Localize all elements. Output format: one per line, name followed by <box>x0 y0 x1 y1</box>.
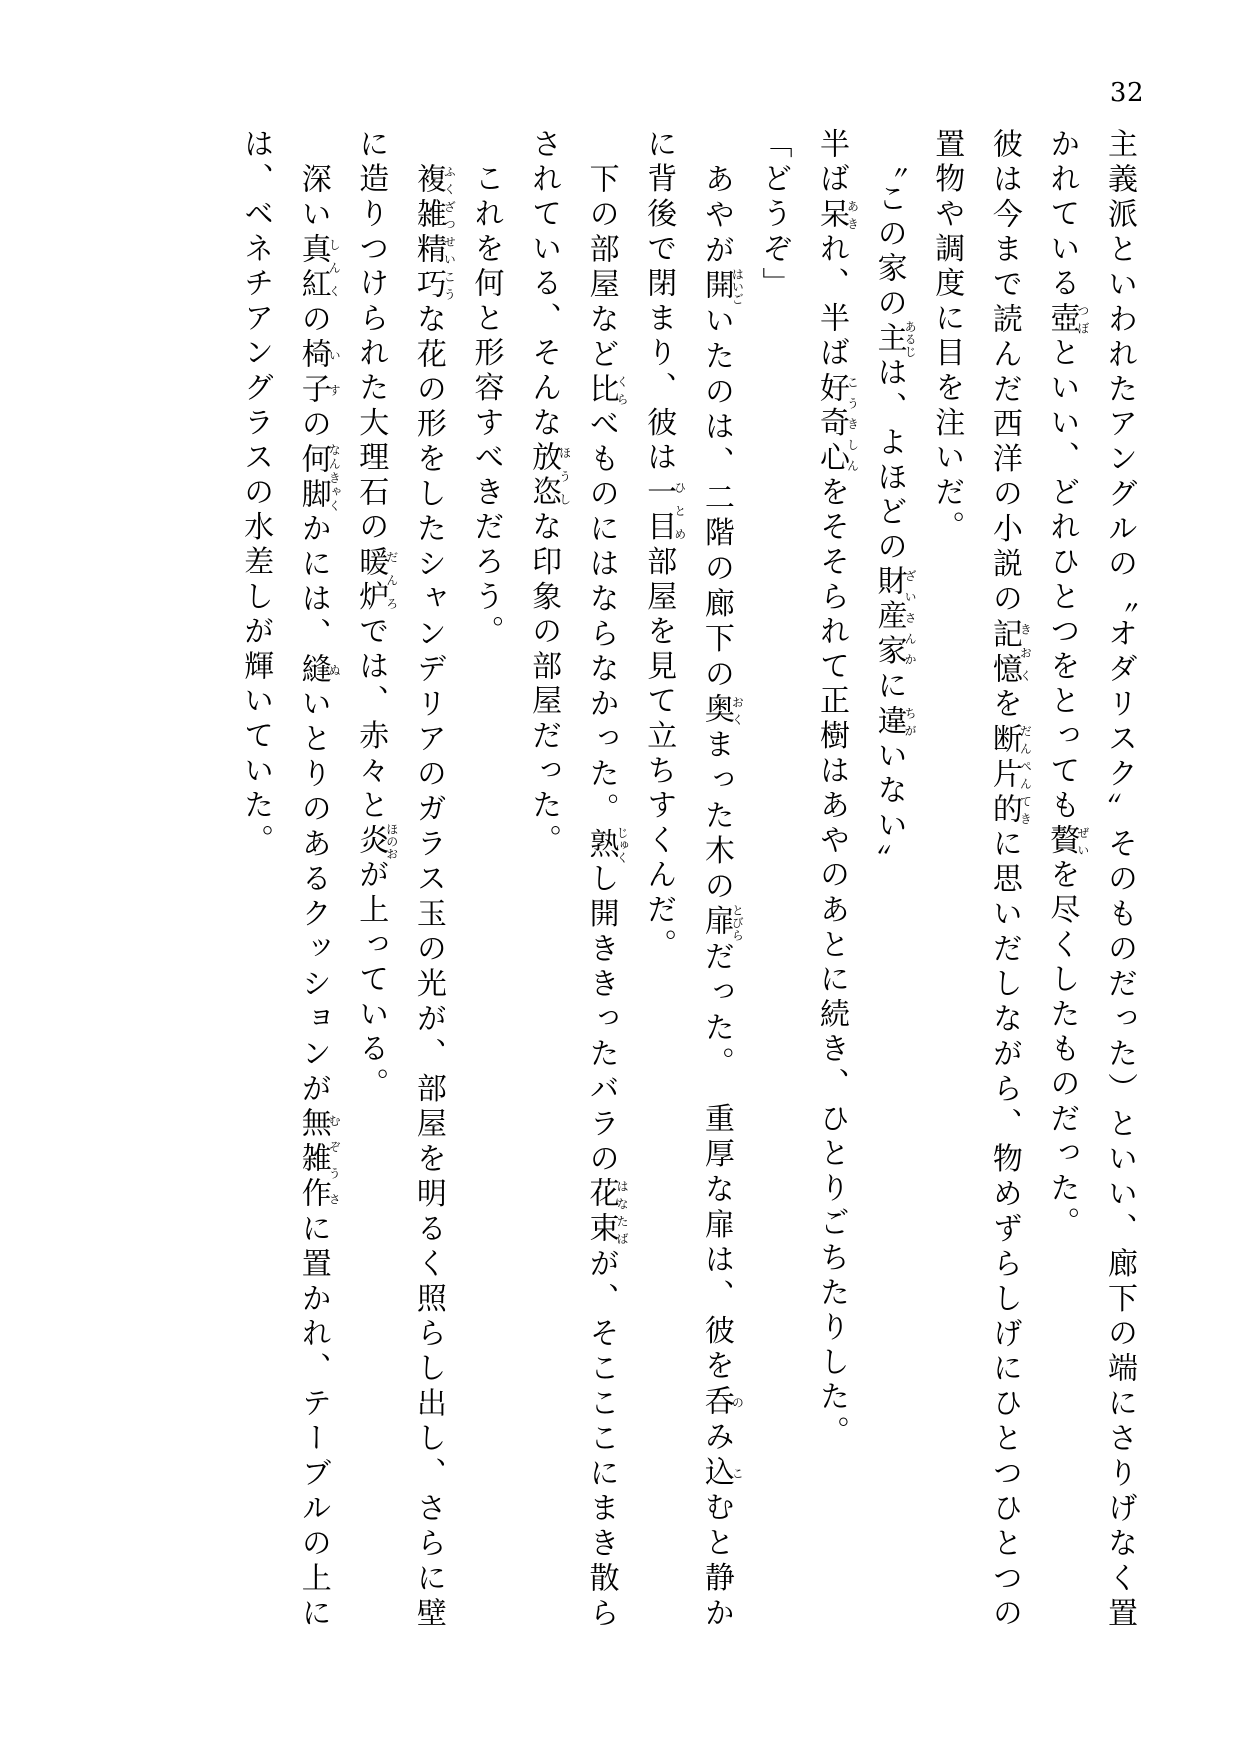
paragraph: 「どうぞ」 <box>756 128 792 302</box>
paragraph: これを何と形容すべきだろう。 <box>468 128 504 650</box>
page-text-body <box>110 128 1148 1632</box>
paragraph: 複雑精巧ふくざつせいこうな花の形をしたシャンデリアのガラス玉の光が、部屋を明るく照らし出し、さらに壁に造りつけられた大理石の暖炉だんろでは、赤々と炎ほのおが上っている。 <box>353 128 457 1632</box>
paragraph: 深い真紅しんくの椅子いすの何脚なんきゃくかには、縫ぬいとりのあるクッションが無雑作むぞうさに置かれ、テーブルの上には、ベネチアングラスの水差しが輝いていた。 <box>238 128 342 1632</box>
paragraph: 〝この家の主あるじは、よほどの財産家ざいさんかに違ちがいない〟 <box>871 128 918 879</box>
paragraph: 半ば呆あきれ、半ば好奇心こうきしんをそそられて正樹はあやのあとに続き、ひとりごちたりした。 <box>814 128 860 1451</box>
paragraph: あやが開はいごいたのは、二階の廊下の奥おくまった木の扉とびらだった。 重厚な扉は、彼を呑のみ込こむと静かに背後で閉まり、彼は一目ひとめ部屋を見て立ちすくんだ。 <box>641 128 745 1632</box>
paragraph: 下の部屋など比くらべものにはならなかった。熟じゅくし開ききったバラの花束はなたばが、そこここにまき散らされている、そんな放恣ほうしな印象の部屋だった。 <box>526 128 630 1632</box>
page-number: 32 <box>1109 78 1144 108</box>
paragraph: 彼は今まで読んだ西洋の小説の記憶きおくを断片的だんぺんてきに思いだしながら、物めずらしげにひとつひとつの置物や調度に目を注いだ。 <box>929 128 1033 1633</box>
paragraph: 主義派といわれたアングルの〝オダリスク〟そのものだった）といい、廊下の端にさりげなく置かれている壺つぼといい、どれひとつをとっても贅ぜいを尽くしたものだった。 <box>1044 128 1137 1632</box>
